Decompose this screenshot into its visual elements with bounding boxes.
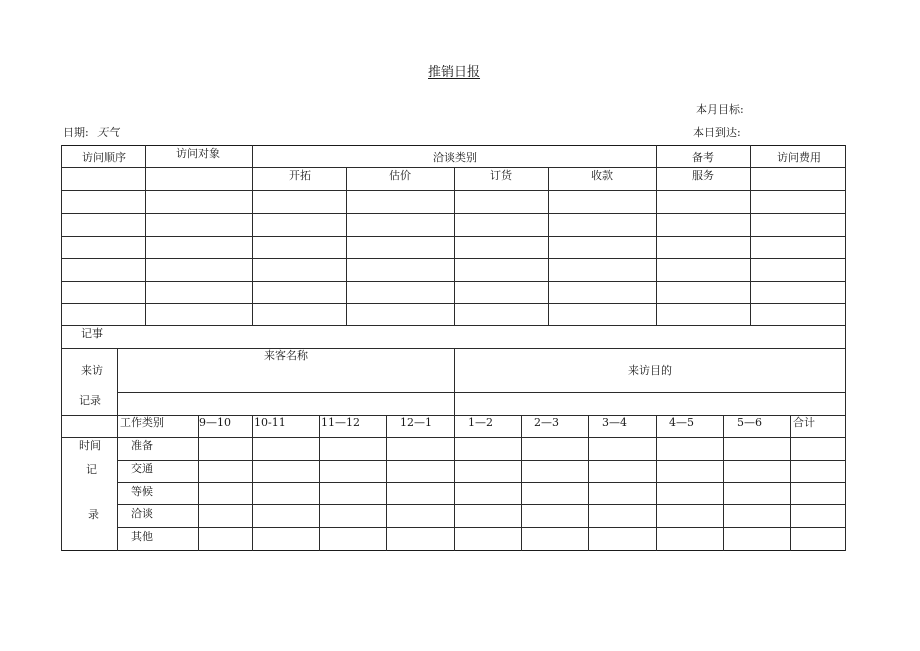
table-rule [117,460,846,461]
table-rule [117,504,846,505]
table-rule [548,167,549,326]
table-rule [656,145,657,326]
slot-2-3: 2—3 [534,416,559,429]
table-rule [117,392,846,393]
date-label: 日期: [63,126,89,139]
side-label-lu: 录 [88,508,99,521]
table-rule [521,415,522,551]
table-rule [386,415,387,551]
work-type-label: 工作类别 [120,416,164,429]
slot-9-10: 9—10 [199,416,231,429]
month-target-label: 本月目标: [696,103,744,116]
table-rule [723,415,724,551]
table-rule [790,415,791,551]
notes-label: 记事 [81,327,103,340]
table-rule [588,415,589,551]
table-rule [61,437,846,438]
row-prepare: 准备 [131,439,153,452]
table-rule [252,145,253,326]
sub-type-collect: 收款 [591,169,613,182]
slot-1-2: 1—2 [468,416,493,429]
col-visit-cost: 访问费用 [777,151,821,164]
slot-total: 合计 [793,416,815,429]
table-rule [454,167,455,326]
table-rule [750,145,751,326]
visit-purpose-header: 来访目的 [628,364,672,377]
table-rule [656,415,657,551]
day-reached-label: 本日到达: [693,126,741,139]
table-rule [454,348,455,416]
table-rule [117,527,846,528]
slot-12-1: 12—1 [400,416,432,429]
table-rule [145,145,146,326]
table-rule [198,415,199,551]
sub-type-develop: 开拓 [289,169,311,182]
sub-type-order: 订货 [490,169,512,182]
page-title: 推销日报 [428,65,481,80]
incoming-label-1: 来访 [81,364,103,377]
side-label-time: 时间 [79,439,101,452]
col-visit-target: 访问对象 [176,147,220,160]
guest-name-header: 来客名称 [264,349,308,362]
incoming-label-2: 记录 [79,394,101,407]
col-note: 备考 [692,151,714,164]
slot-5-6: 5—6 [737,416,762,429]
col-visit-order: 访问顺序 [82,151,126,164]
row-other: 其他 [131,530,153,543]
slot-3-4: 3—4 [602,416,627,429]
sub-type-service: 服务 [692,169,714,182]
table-rule [117,348,118,551]
table-rule [117,482,846,483]
table-rule [346,167,347,326]
slot-4-5: 4—5 [669,416,694,429]
slot-11-12: 11—12 [321,416,360,429]
weather-label: 天气 [97,126,119,139]
row-transport: 交通 [131,462,153,475]
table-rule [252,415,253,551]
col-talk-type: 洽谈类别 [433,151,477,164]
sub-type-estimate: 估价 [389,169,411,182]
side-label-ji: 记 [86,463,97,476]
row-waiting: 等候 [131,485,153,498]
row-negotiate: 洽谈 [131,507,153,520]
slot-10-11: 10-11 [254,416,286,429]
table-rule [61,145,846,146]
table-rule [319,415,320,551]
table-rule [454,415,455,551]
